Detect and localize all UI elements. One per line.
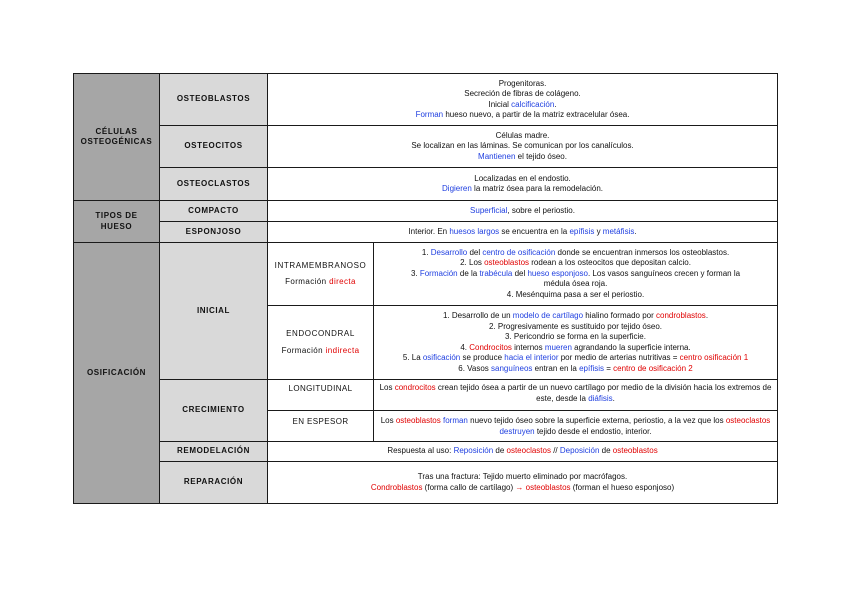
row-label-esponjoso: ESPONJOSO <box>160 222 268 243</box>
desc-remodelacion: Respuesta al uso: Reposición de osteoclastos // Deposición de osteoblastos <box>268 442 778 462</box>
section-title-line: HUESO <box>100 221 133 231</box>
step-line: 5. La osificación se produce hacia el interior por medio de arterias nutritivas = centro osificación 1 <box>402 353 749 362</box>
step-line: 4. Condrocitos internos mueren agrandando la superficie interna. <box>460 342 691 352</box>
desc-line: Digieren la matriz ósea para la remodelación. <box>442 184 603 193</box>
section-tipos-de-hueso <box>74 201 160 243</box>
formation-type: Formación directa <box>285 277 356 286</box>
step-line: 1. Desarrollo de un modelo de cartílago hialino formado por condroblastos. <box>442 311 709 320</box>
desc-line: Tras una fractura: Tejido muerto eliminado por macrófagos. <box>417 472 628 481</box>
desc-compacto: Superficial, sobre el periostio. <box>268 201 778 222</box>
step-line: 2. Progresivamente es sustituido por tejido óseo. <box>489 321 662 331</box>
row-label-osteocitos: OSTEOCITOS <box>160 126 268 168</box>
subrow-label: ENDOCONDRAL <box>286 329 355 338</box>
desc-line: Mantienen el tejido óseo. <box>478 151 567 161</box>
step-line: 4. Mesénquima pasa a ser el periostio. <box>506 289 645 299</box>
desc-line: Forman hueso nuevo, a partir de la matriz extracelular ósea. <box>415 110 630 119</box>
section-title-line: OSTEOGÉNICAS <box>80 137 153 146</box>
row-label-reparacion: REPARACIÓN <box>160 462 268 504</box>
desc-endocondral <box>374 306 778 380</box>
row-label-inicial: INICIAL <box>160 243 268 380</box>
step-line: 1. Desarrollo del centro de osificación donde se encuentran inmersos los osteoblastos. <box>421 247 730 257</box>
section-osificacion: OSIFICACIÓN <box>74 243 160 504</box>
subrow-intramembranoso <box>268 243 374 306</box>
desc-line: Progenitoras. <box>498 78 547 88</box>
step-line: 6. Vasos sanguíneos entran en la epífisis = centro de osificación 2 <box>458 363 693 373</box>
step-line: 3. Formación de la trabécula del hueso esponjoso. Los vasos sanguíneos crecen y forman la <box>410 268 741 278</box>
row-label-compacto: COMPACTO <box>160 201 268 222</box>
desc-intramembranoso <box>374 243 778 306</box>
desc-line: Células madre. <box>495 130 550 140</box>
desc-reparacion <box>268 462 778 504</box>
desc-line: Secreción de fibras de colágeno. <box>464 89 581 98</box>
subrow-en-espesor: EN ESPESOR <box>268 411 374 442</box>
desc-osteoclastos <box>268 168 778 201</box>
desc-longitudinal: Los condrocitos crean tejido ósea a partir de un nuevo cartílago por medio de la división hacia los extremos de este, desde la diáfisis. <box>374 380 778 411</box>
subrow-endocondral <box>268 306 374 380</box>
desc-esponjoso: Interior. En huesos largos se encuentra en la epífisis y metáfisis. <box>268 222 778 243</box>
subrow-longitudinal: LONGITUDINAL <box>268 380 374 411</box>
section-celulas-osteogenicas <box>74 74 160 201</box>
bone-summary-table <box>73 73 778 504</box>
section-title-line: TIPOS DE <box>95 211 138 220</box>
step-line: 3. Pericondrio se forma en la superficie. <box>505 332 646 341</box>
subrow-label: INTRAMEMBRANOSO <box>274 260 367 270</box>
formation-type: Formación indirecta <box>281 345 360 355</box>
desc-line: Inicial calcificación. <box>488 99 557 109</box>
step-line: médula ósea roja. <box>543 279 608 289</box>
row-label-osteoclastos: OSTEOCLASTOS <box>160 168 268 201</box>
step-line: 2. Los osteoblastos rodean a los osteocitos que depositan calcio. <box>460 258 691 268</box>
desc-line: Se localizan en las láminas. Se comunican por los canalículos. <box>411 141 634 151</box>
row-label-remodelacion: REMODELACIÓN <box>160 442 268 462</box>
section-title-line: CÉLULAS <box>95 126 138 136</box>
desc-en-espesor: Los osteoblastos forman nuevo tejido óseo sobre la superficie externa, periostio, a la vez que los osteoclastos destruyen tejido desde el endostio, interior. <box>374 411 778 442</box>
desc-line: Localizadas en el endostio. <box>474 173 571 183</box>
row-label-crecimiento: CRECIMIENTO <box>160 380 268 442</box>
desc-line: Condroblastos (forma callo de cartílago) → osteoblastos (forman el hueso esponjoso) <box>370 482 675 492</box>
desc-osteoblastos <box>268 74 778 126</box>
desc-osteocitos <box>268 126 778 168</box>
row-label-osteoblastos: OSTEOBLASTOS <box>160 74 268 126</box>
